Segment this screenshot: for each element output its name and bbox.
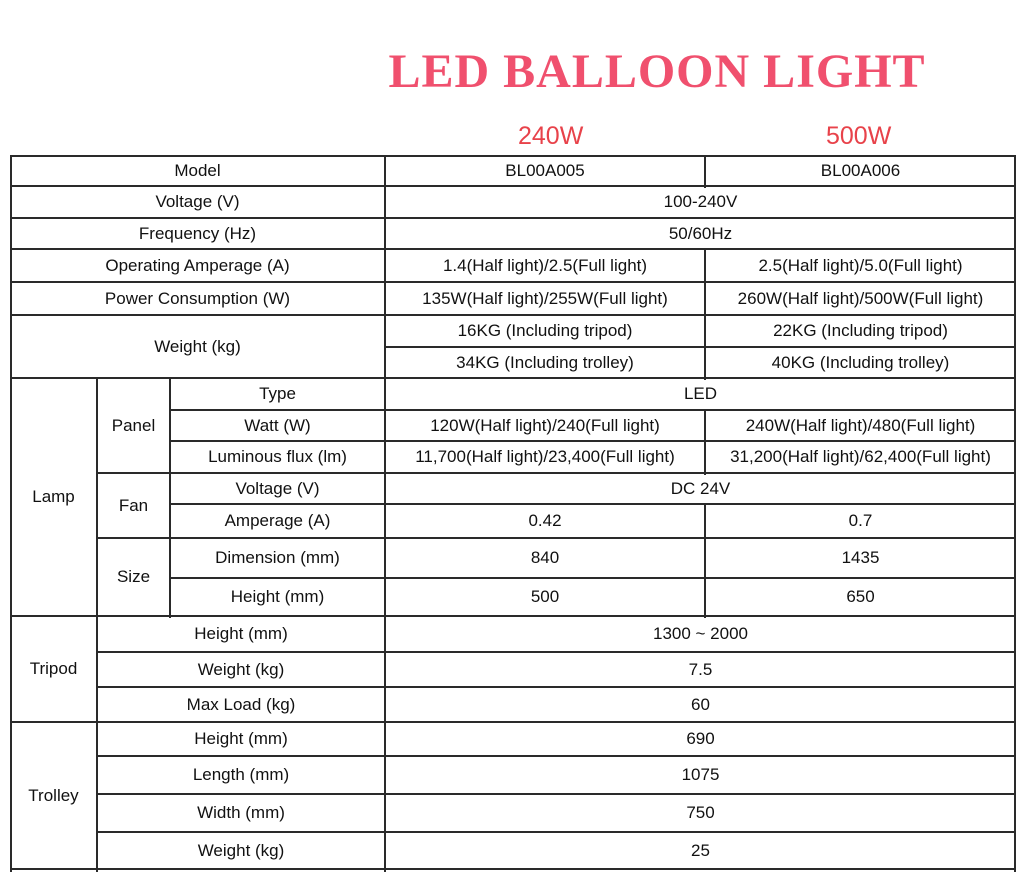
table-border-horizontal	[10, 155, 1016, 157]
voltage-value: 100-240V	[663, 192, 738, 211]
size-group-label: Size	[116, 567, 151, 586]
size-height-500w: 650	[846, 587, 875, 606]
weight-tripod-500w: 22KG (Including tripod)	[773, 321, 948, 340]
size-dimension-label: Dimension (mm)	[215, 548, 340, 567]
table-border-horizontal	[10, 281, 1016, 283]
amperage-label: Operating Amperage (A)	[105, 255, 290, 275]
lamp-group-label: Lamp	[32, 487, 75, 506]
table-border-horizontal	[10, 185, 1016, 187]
spec-table	[10, 155, 1016, 869]
panel-type-label: Type	[259, 384, 296, 403]
table-border-horizontal	[10, 217, 1016, 219]
fan-voltage-value: DC 24V	[670, 478, 731, 498]
tripod-group-label: Tripod	[29, 659, 78, 678]
size-height-240w: 500	[530, 587, 560, 606]
table-border-vertical	[10, 155, 12, 872]
trolley-width-label: Width (mm)	[197, 803, 285, 822]
table-border-horizontal	[170, 409, 1016, 411]
table-border-vertical	[1014, 155, 1016, 872]
weight-trolley-500w: 40KG (Including trolley)	[771, 352, 950, 372]
table-border-horizontal	[10, 248, 1016, 250]
panel-watt-240w: 120W(Half light)/240(Full light)	[430, 415, 660, 435]
trolley-group-label: Trolley	[28, 786, 79, 805]
fan-amperage-label: Amperage (A)	[224, 511, 331, 530]
table-border-horizontal	[97, 831, 1016, 833]
trolley-weight-label: Weight (kg)	[197, 841, 285, 860]
table-border-horizontal	[97, 472, 1016, 474]
column-header-240w: 240W	[518, 122, 584, 150]
power-240w: 135W(Half light)/255W(Full light)	[422, 288, 668, 308]
power-500w: 260W(Half light)/500W(Full light)	[737, 288, 984, 308]
column-header-500w: 500W	[826, 122, 892, 150]
table-border-horizontal	[10, 868, 1016, 870]
page-title: LED BALLOON LIGHT	[388, 45, 926, 98]
size-height-label: Height (mm)	[230, 587, 325, 606]
weight-trolley-240w: 34KG (Including trolley)	[456, 352, 634, 372]
panel-group-label: Panel	[111, 415, 156, 435]
table-border-horizontal	[97, 793, 1016, 795]
weight-label: Weight (kg)	[154, 336, 241, 356]
panel-watt-label: Watt (W)	[244, 415, 311, 435]
trolley-length-value: 1075	[681, 765, 720, 784]
model-500w: BL00A006	[820, 160, 901, 180]
trolley-height-value: 690	[686, 729, 715, 748]
table-border-vertical	[384, 155, 386, 872]
model-label: Model	[174, 160, 221, 180]
model-240w: BL00A005	[505, 160, 585, 180]
power-label: Power Consumption (W)	[104, 288, 291, 308]
tripod-weight-value: 7.5	[688, 659, 713, 679]
tripod-maxload-label: Max Load (kg)	[186, 694, 296, 714]
trolley-height-label: Height (mm)	[194, 729, 288, 748]
trolley-length-label: Length (mm)	[192, 765, 290, 784]
table-border-vertical	[96, 378, 98, 872]
trolley-weight-value: 25	[691, 841, 710, 860]
table-border-horizontal	[97, 755, 1016, 757]
tripod-height-value: 1300 ~ 2000	[652, 624, 748, 643]
table-border-horizontal	[97, 686, 1016, 688]
fan-voltage-label: Voltage (V)	[235, 478, 320, 498]
panel-watt-500w: 240W(Half light)/480(Full light)	[745, 415, 976, 435]
tripod-weight-label: Weight (kg)	[197, 659, 285, 679]
weight-tripod-240w: 16KG (Including tripod)	[457, 321, 633, 340]
panel-flux-label: Luminous flux (lm)	[208, 447, 347, 466]
tripod-height-label: Height (mm)	[194, 624, 288, 643]
table-border-horizontal	[10, 721, 1016, 723]
size-dimension-500w: 1435	[841, 548, 880, 567]
tripod-maxload-value: 60	[691, 694, 710, 714]
size-dimension-240w: 840	[530, 548, 560, 567]
fan-amperage-240w: 0.42	[528, 511, 562, 530]
panel-flux-240w: 11,700(Half light)/23,400(Full light)	[415, 447, 675, 466]
fan-group-label: Fan	[118, 495, 149, 515]
table-border-horizontal	[170, 577, 1016, 579]
table-border-horizontal	[170, 440, 1016, 442]
table-border-vertical	[704, 410, 706, 475]
panel-type-value: LED	[683, 384, 718, 403]
table-border-horizontal	[10, 377, 1016, 379]
table-border-horizontal	[385, 346, 1016, 348]
trolley-width-value: 750	[686, 803, 715, 822]
frequency-label: Frequency (Hz)	[138, 223, 257, 243]
voltage-label: Voltage (V)	[155, 192, 240, 211]
table-border-horizontal	[10, 615, 1016, 617]
table-border-vertical	[169, 378, 171, 618]
table-border-vertical	[704, 155, 706, 188]
frequency-value: 50/60Hz	[668, 223, 733, 243]
fan-amperage-500w: 0.7	[848, 511, 873, 530]
panel-flux-500w: 31,200(Half light)/62,400(Full light)	[730, 447, 991, 466]
table-border-vertical	[704, 249, 706, 380]
table-border-horizontal	[10, 314, 1016, 316]
table-border-horizontal	[97, 651, 1016, 653]
table-border-horizontal	[97, 537, 1016, 539]
amperage-240w: 1.4(Half light)/2.5(Full light)	[442, 255, 648, 275]
amperage-500w: 2.5(Half light)/5.0(Full light)	[758, 255, 963, 275]
table-border-vertical	[704, 504, 706, 618]
table-border-horizontal	[170, 503, 1016, 505]
